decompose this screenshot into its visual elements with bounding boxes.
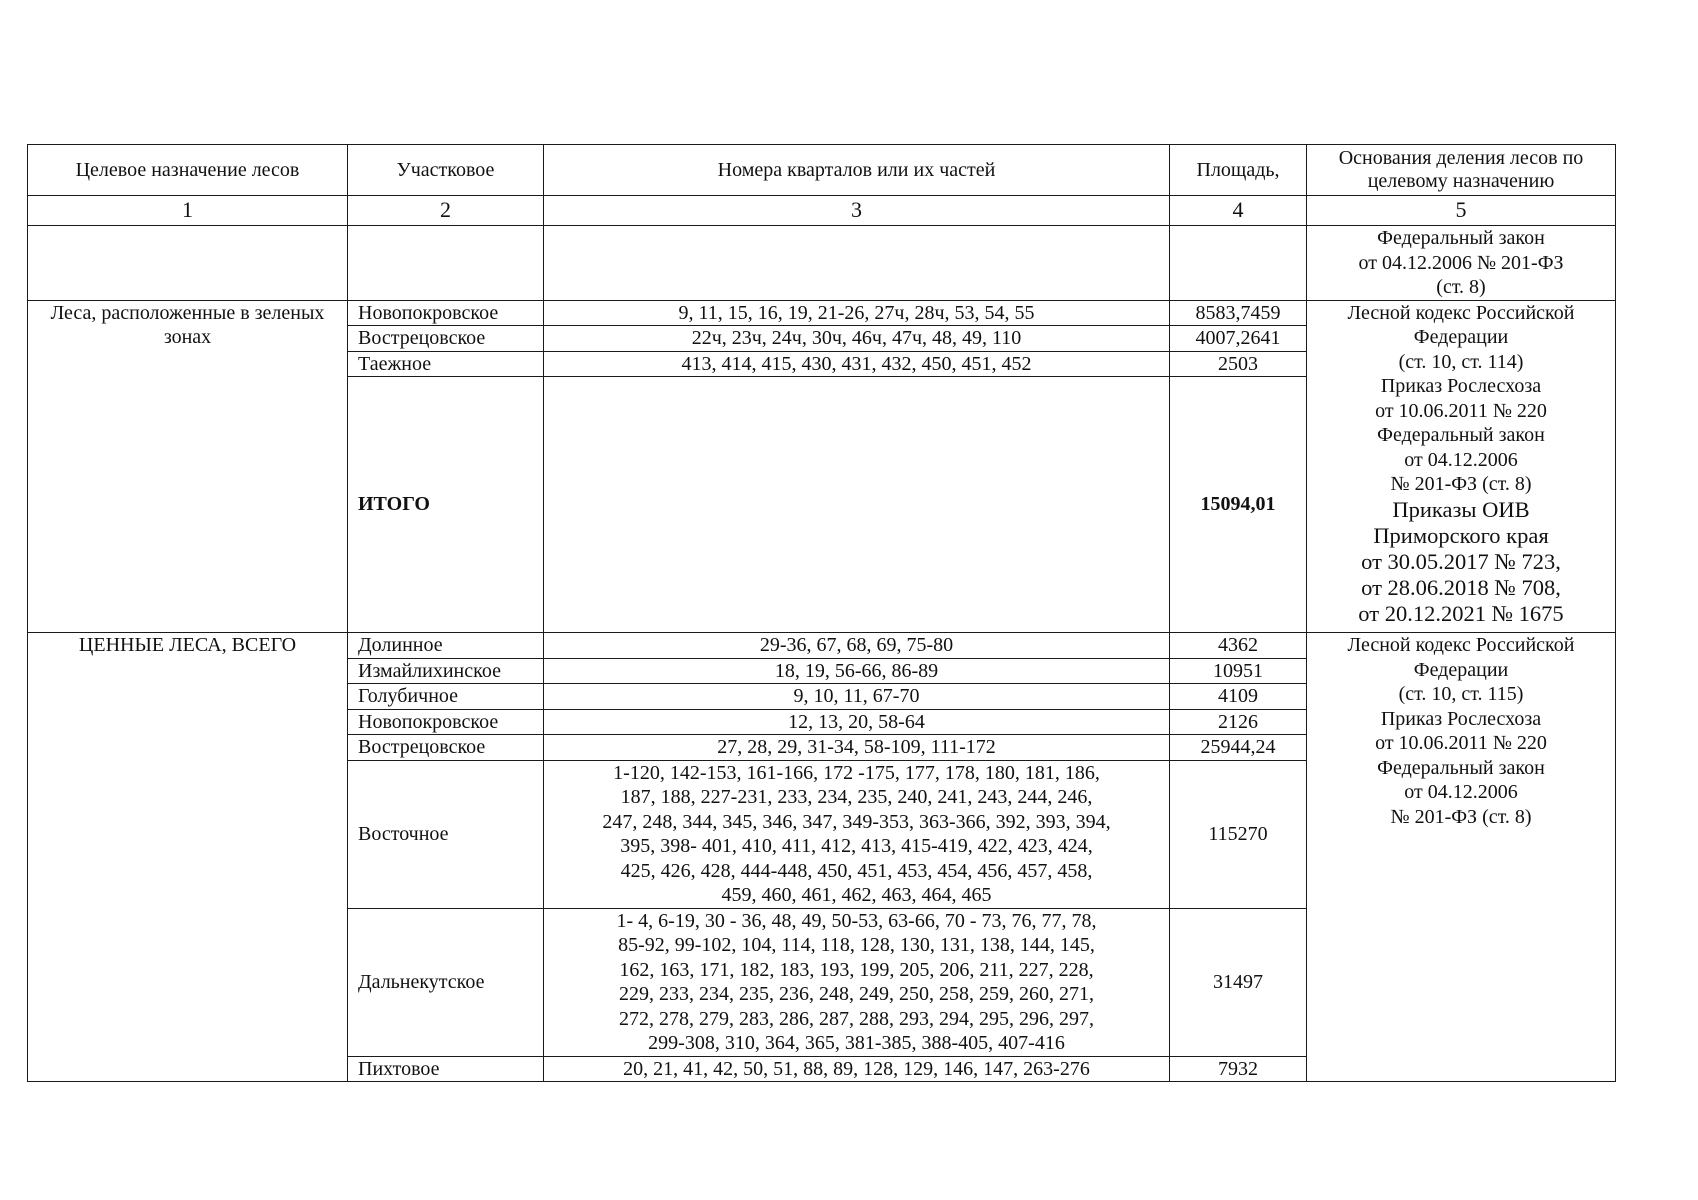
basis-line: от 04.12.2006 [1404, 781, 1518, 803]
header-quarters: Номера кварталов или их частей [544, 145, 1170, 196]
basis-cell [1307, 226, 1616, 301]
area-cell: 4362 [1170, 633, 1307, 659]
area-cell: 2126 [1170, 709, 1307, 735]
total-area: 15094,01 [1170, 377, 1307, 633]
basis-line: Федерации [1413, 658, 1509, 681]
basis-line: (ст. 10, ст. 115) [1398, 683, 1524, 705]
quarters-cell: 18, 19, 56-66, 86-89 [544, 658, 1170, 684]
basis-line: от 30.05.2017 № 723, [1361, 548, 1561, 574]
basis-line: от 20.12.2021 № 1675 [1358, 600, 1564, 626]
area-cell: 2503 [1170, 351, 1307, 377]
basis-line: от 10.06.2011 № 220 [1375, 399, 1547, 422]
area-cell: 115270 [1170, 760, 1307, 908]
quarters-line: 162, 163, 171, 182, 183, 193, 199, 205, 206, 211, 227, 228, [619, 958, 1094, 981]
basis-line: (ст. 10, ст. 114) [1398, 350, 1524, 373]
quarters-line: 229, 233, 234, 235, 236, 248, 249, 250, 258, 259, 260, 271, [619, 983, 1094, 1005]
header-area: Площадь, [1170, 145, 1307, 196]
column-number: 1 [28, 196, 348, 226]
quarters-line: 187, 188, 227-231, 233, 234, 235, 240, 241, 243, 244, 246, [620, 786, 1093, 808]
area-cell: 25944,24 [1170, 735, 1307, 761]
quarters-line: 459, 460, 461, 462, 463, 464, 465 [721, 884, 992, 906]
purpose-cell: Леса, расположенные в зеленых зонах [28, 300, 348, 633]
basis-line: Приказы ОИВ [1392, 496, 1530, 522]
quarters-cell: 9, 10, 11, 67-70 [544, 684, 1170, 710]
district-cell: Пихтовое [348, 1056, 544, 1082]
quarters-line: 1- 4, 6-19, 30 - 36, 48, 49, 50-53, 63-66, 70 - 73, 76, 77, 78, [616, 909, 1097, 932]
basis-line: от 10.06.2011 № 220 [1375, 732, 1547, 754]
header-row [28, 145, 1616, 196]
basis-line: Лесной кодекс Российской [1347, 634, 1575, 656]
basis-line: Лесной кодекс Российской [1347, 301, 1575, 324]
basis-line: (ст. 8) [1436, 276, 1486, 298]
area-cell: 4109 [1170, 684, 1307, 710]
basis-line: Федеральный закон [1377, 227, 1545, 249]
quarters-cell: 27, 28, 29, 31-34, 58-109, 111-172 [544, 735, 1170, 761]
table-row [28, 633, 1616, 659]
district-cell: Новопокровское [348, 709, 544, 735]
basis-line: от 04.12.2006 [1404, 448, 1518, 471]
district-cell: Вострецовское [348, 326, 544, 352]
quarters-line: 85-92, 99-102, 104, 114, 118, 128, 130, 131, 138, 144, 145, [618, 934, 1095, 956]
quarters-line: 425, 426, 428, 444-448, 450, 451, 453, 454, 456, 457, 458, [620, 859, 1093, 882]
district-cell: Долинное [348, 633, 544, 659]
basis-line: от 28.06.2018 № 708, [1361, 574, 1561, 600]
quarters-line: 299-308, 310, 364, 365, 381-385, 388-405, 407-416 [648, 1032, 1065, 1054]
column-number: 2 [348, 196, 544, 226]
basis-line: Приказ Рослесхоза [1380, 707, 1542, 730]
empty-cell [348, 226, 544, 301]
quarters-cell: 413, 414, 415, 430, 431, 432, 450, 451, 452 [544, 351, 1170, 377]
header-purpose: Целевое назначение лесов [28, 145, 348, 196]
quarters-cell: 29-36, 67, 68, 69, 75-80 [544, 633, 1170, 659]
quarters-cell [544, 908, 1170, 1056]
district-cell: Восточное [348, 760, 544, 908]
basis-line: Приказ Рослесхоза [1380, 375, 1542, 397]
quarters-line: 1-120, 142-153, 161-166, 172 -175, 177, 178, 180, 181, 186, [613, 761, 1100, 784]
column-number: 5 [1307, 196, 1616, 226]
quarters-cell: 22ч, 23ч, 24ч, 30ч, 46ч, 47ч, 48, 49, 110 [544, 326, 1170, 352]
basis-line: Приморского края [1373, 522, 1549, 548]
area-cell: 8583,7459 [1170, 300, 1307, 326]
district-cell: Новопокровское [348, 300, 544, 326]
header-basis: Основания деления лесов по целевому назначению [1307, 145, 1616, 196]
basis-line: Федерации [1413, 326, 1509, 348]
basis-line: от 04.12.2006 № 201-ФЗ [1358, 251, 1564, 274]
basis-line: Федеральный закон [1377, 424, 1545, 446]
empty-cell [28, 226, 348, 301]
purpose-cell: ЦЕННЫЕ ЛЕСА, ВСЕГО [28, 633, 348, 1082]
basis-line: № 201-ФЗ (ст. 8) [1390, 805, 1532, 828]
area-cell: 31497 [1170, 908, 1307, 1056]
quarters-line: 247, 248, 344, 345, 346, 347, 349-353, 363-366, 392, 393, 394, [602, 810, 1111, 833]
district-cell: Вострецовское [348, 735, 544, 761]
basis-line: № 201-ФЗ (ст. 8) [1390, 473, 1532, 495]
quarters-cell: 20, 21, 41, 42, 50, 51, 88, 89, 128, 129, 146, 147, 263-276 [544, 1056, 1170, 1082]
district-cell: Таежное [348, 351, 544, 377]
quarters-cell: 9, 11, 15, 16, 19, 21-26, 27ч, 28ч, 53, 54, 55 [544, 300, 1170, 326]
quarters-cell [544, 760, 1170, 908]
area-cell: 10951 [1170, 658, 1307, 684]
empty-cell [544, 226, 1170, 301]
column-number: 3 [544, 196, 1170, 226]
empty-cell [1170, 226, 1307, 301]
empty-cell [544, 377, 1170, 633]
quarters-line: 395, 398- 401, 410, 411, 412, 413, 415-419, 422, 423, 424, [620, 835, 1093, 857]
quarters-line: 272, 278, 279, 283, 286, 287, 288, 293, 294, 295, 296, 297, [619, 1007, 1094, 1030]
column-number-row [28, 196, 1616, 226]
forest-purpose-table [27, 144, 1616, 1082]
total-label: ИТОГО [348, 377, 544, 633]
continuation-row [28, 226, 1616, 301]
table-row [28, 300, 1616, 326]
area-cell: 7932 [1170, 1056, 1307, 1082]
header-district: Участковое [348, 145, 544, 196]
district-cell: Измайлихинское [348, 658, 544, 684]
quarters-cell: 12, 13, 20, 58-64 [544, 709, 1170, 735]
district-cell: Голубичное [348, 684, 544, 710]
column-number: 4 [1170, 196, 1307, 226]
basis-line: Федеральный закон [1377, 756, 1545, 779]
basis-cell [1307, 633, 1616, 1082]
area-cell: 4007,2641 [1170, 326, 1307, 352]
district-cell: Дальнекутское [348, 908, 544, 1056]
basis-cell [1307, 300, 1616, 633]
